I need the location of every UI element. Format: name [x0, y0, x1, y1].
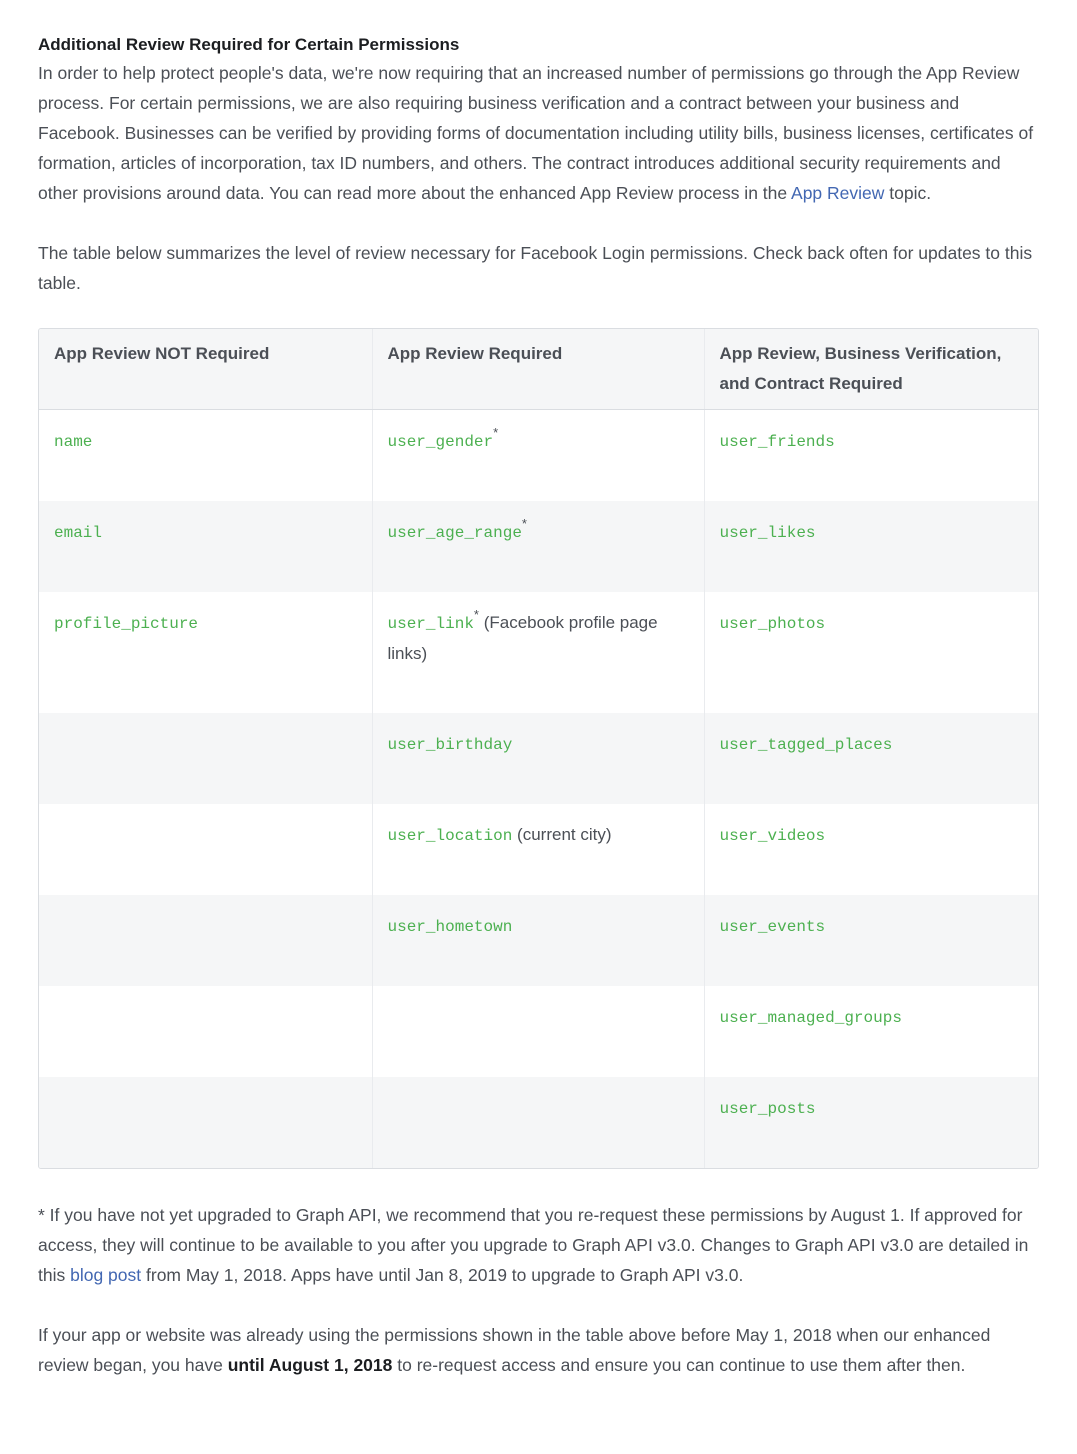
permission-note: (Facebook profile page links): [387, 612, 658, 663]
table-cell: [372, 1077, 704, 1168]
asterisk-mark: *: [493, 425, 499, 440]
table-row: [39, 713, 1038, 804]
table-row: [39, 895, 1038, 986]
header-not-required: App Review NOT Required: [39, 329, 372, 410]
summary-paragraph: The table below summarizes the level of review necessary for Facebook Login permissions. Check back often for updates to this table.: [38, 243, 1033, 293]
permission-code: user_likes: [719, 523, 816, 542]
section-heading: Additional Review Required for Certain Permissions: [38, 35, 460, 54]
permission-note: (current city): [512, 824, 612, 844]
permission-code: user_posts: [719, 1099, 816, 1118]
footnote-text: * If you have not yet upgraded to Graph API, we recommend that you re-request these permissions by August 1. If approved for access, they will continue to be available to you after you upgrade to Graph API v3.0. Changes to Graph API v3.0 are detailed in this: [38, 1204, 1029, 1285]
table-cell: [39, 1077, 372, 1168]
table-cell: [39, 501, 372, 592]
table-cell: [39, 713, 372, 804]
footnote-tail: from May 1, 2018. Apps have until Jan 8, 2019 to upgrade to Graph API v3.0.: [141, 1264, 744, 1285]
app-review-link[interactable]: App Review: [791, 183, 885, 203]
table-cell: [372, 895, 704, 986]
table-cell: [704, 804, 1038, 895]
intro-text: In order to help protect people's data, we're now requiring that an increased number of permissions go through the App Review process. For certain permissions, we are also requiring business verification and a contract between your business and Facebook. Businesses can be verified by providing forms of documentation including utility bills, business licenses, certificates of formation, articles of incorporation, tax ID numbers, and others. The contract introduces additional security requirements and other provisions around data. You can read more about the enhanced App Review process in the: [38, 63, 1034, 203]
table-cell: [39, 592, 372, 713]
closing-paragraph: [38, 1320, 1039, 1380]
permission-code: user_tagged_places: [719, 735, 893, 754]
header-verification-required: App Review, Business Verification, and Contract Required: [704, 329, 1038, 410]
header-review-required: App Review Required: [372, 329, 704, 410]
table-cell: [372, 592, 704, 713]
permission-code: user_events: [719, 917, 826, 936]
table-cell: [39, 895, 372, 986]
blog-post-link[interactable]: blog post: [70, 1264, 142, 1285]
table-cell: [39, 986, 372, 1077]
table-header-row: [39, 329, 1038, 410]
table-row: [39, 410, 1038, 501]
closing-tail: to re-request access and ensure you can continue to use them after then.: [392, 1354, 966, 1375]
table-cell: [704, 410, 1038, 501]
table-cell: [39, 410, 372, 501]
permission-code: user_link: [387, 614, 474, 633]
permission-code: user_gender: [387, 433, 494, 451]
permission-code: user_photos: [719, 614, 826, 633]
permission-code: user_birthday: [387, 735, 513, 754]
table-row: [39, 804, 1038, 895]
permission-code: profile_picture: [54, 614, 199, 633]
table-cell: [704, 713, 1038, 804]
permissions-table: [38, 328, 1039, 1169]
asterisk-mark: *: [521, 515, 527, 531]
table-row: [39, 1077, 1038, 1168]
permission-code: user_videos: [719, 826, 826, 845]
table-row: [39, 986, 1038, 1077]
table-cell: [704, 501, 1038, 592]
permission-code: name: [54, 433, 93, 451]
table-cell: [704, 895, 1038, 986]
footnote-paragraph: [38, 1200, 1039, 1290]
intro-paragraph: [38, 58, 1039, 208]
table-cell: [372, 410, 704, 501]
table-cell: [39, 804, 372, 895]
table-cell: [372, 713, 704, 804]
closing-text: If your app or website was already using the permissions shown in the table above before May 1, 2018 when our enhanced review began, you have: [38, 1324, 991, 1375]
asterisk-mark: *: [473, 606, 479, 622]
permission-code: user_location: [387, 826, 513, 845]
permission-code: email: [54, 523, 103, 542]
table-cell: [372, 804, 704, 895]
table-row: [39, 592, 1038, 713]
table-cell: [372, 986, 704, 1077]
permission-code: user_hometown: [387, 917, 513, 936]
intro-tail: topic.: [884, 183, 932, 203]
deadline-emphasis: until August 1, 2018: [227, 1354, 393, 1375]
table-cell: [704, 1077, 1038, 1168]
table-cell: [704, 986, 1038, 1077]
permission-code: user_friends: [719, 433, 835, 451]
permission-code: user_managed_groups: [719, 1008, 902, 1027]
table-cell: [372, 501, 704, 592]
table-cell: [704, 592, 1038, 713]
table-row: [39, 501, 1038, 592]
permission-code: user_age_range: [387, 523, 522, 542]
